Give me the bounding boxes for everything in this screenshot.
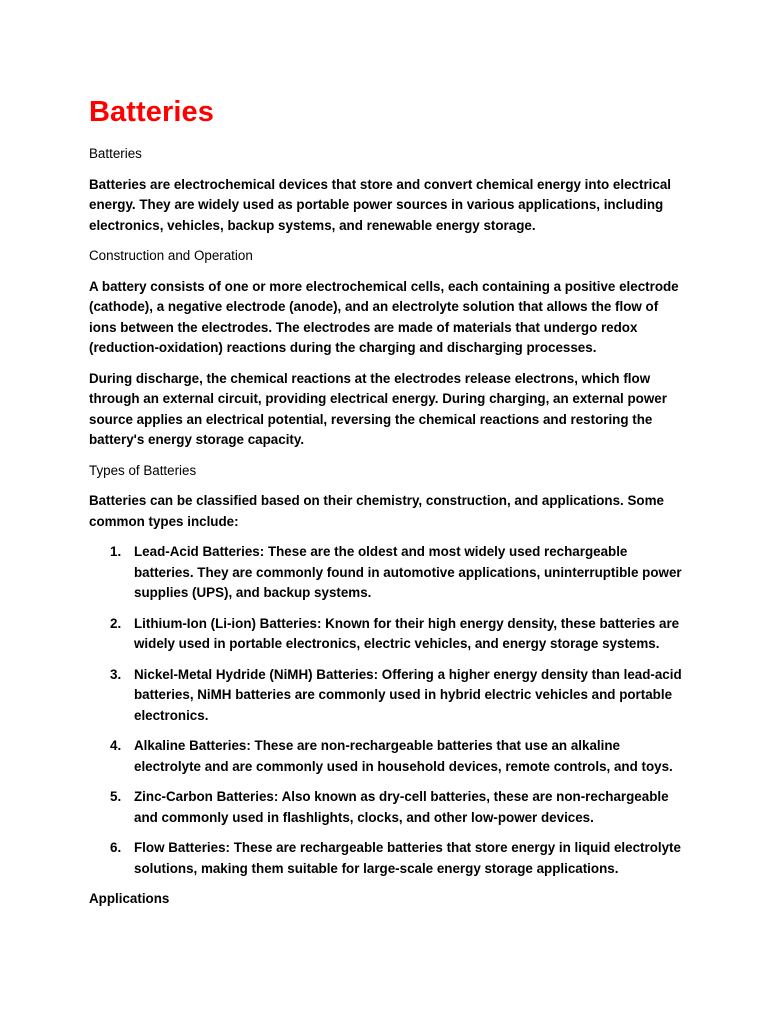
- list-item-text: Zinc-Carbon Batteries: Also known as dry-cell batteries, these are non-rechargeable and commonly used in flashlights, clocks, and other low-power devices.: [134, 789, 669, 825]
- list-item-number: 5.: [110, 789, 122, 804]
- document-subtitle: Batteries: [89, 146, 142, 161]
- list-item-text: Flow Batteries: These are rechargeable batteries that store energy in liquid electrolyte solutions, making them suitable for large-scale energy storage applications.: [134, 840, 681, 876]
- list-item: [89, 614, 689, 655]
- list-item-number: 6.: [110, 840, 122, 855]
- list-item: [89, 736, 689, 777]
- document-title: Batteries: [89, 96, 215, 128]
- battery-types-list: [89, 542, 689, 879]
- list-item-number: 2.: [110, 615, 122, 631]
- construction-paragraph-1: A battery consists of one or more electrochemical cells, each containing a positive electrode (cathode), a negative electrode (anode), and an electrolyte solution that allows the flow of ions between the electrodes. The electrodes are made of materials that undergo redox (reduction-oxidation) reactions during the charging and discharging processes.: [89, 278, 679, 355]
- intro-paragraph: Batteries are electrochemical devices that store and convert chemical energy into electrical energy. They are widely used as portable power sources in various applications, including electronics, vehicles, backup systems, and renewable energy storage.: [89, 176, 672, 233]
- list-item-text: Nickel-Metal Hydride (NiMH) Batteries: Offering a higher energy density than lead-acid batteries, NiMH batteries are commonly used in hybrid electric vehicles and portable electronics.: [134, 666, 682, 723]
- list-item-number: 3.: [110, 666, 122, 682]
- list-item-text: Lithium-Ion (Li-ion) Batteries: Known for their high energy density, these batteries are widely used in portable electronics, electric vehicles, and energy storage systems.: [134, 615, 680, 651]
- document-page: [89, 92, 689, 920]
- list-item: [89, 838, 689, 879]
- applications-heading: Applications: [89, 891, 170, 906]
- list-item-number: 4.: [110, 738, 122, 753]
- list-item-text: Lead-Acid Batteries: These are the oldest and most widely used rechargeable batteries. They are commonly found in automotive applications, uninterruptible power supplies (UPS), and backup systems.: [134, 544, 682, 600]
- types-intro-paragraph: Batteries can be classified based on their chemistry, construction, and applications. Some common types include:: [89, 493, 664, 529]
- list-item: [89, 542, 689, 604]
- types-heading: Types of Batteries: [89, 462, 197, 478]
- list-item-text: Alkaline Batteries: These are non-rechargeable batteries that use an alkaline electrolyte and are commonly used in household devices, remote controls, and toys.: [134, 738, 673, 774]
- list-item-number: 1.: [110, 544, 122, 559]
- list-item: [89, 787, 689, 828]
- construction-paragraph-2: During discharge, the chemical reactions at the electrodes release electrons, which flow through an external circuit, providing electrical energy. During charging, an external power source applies an electrical potential, reversing the chemical reactions and restoring the battery's energy storage capacity.: [89, 370, 667, 447]
- construction-heading: Construction and Operation: [89, 248, 253, 263]
- list-item: [89, 665, 689, 727]
